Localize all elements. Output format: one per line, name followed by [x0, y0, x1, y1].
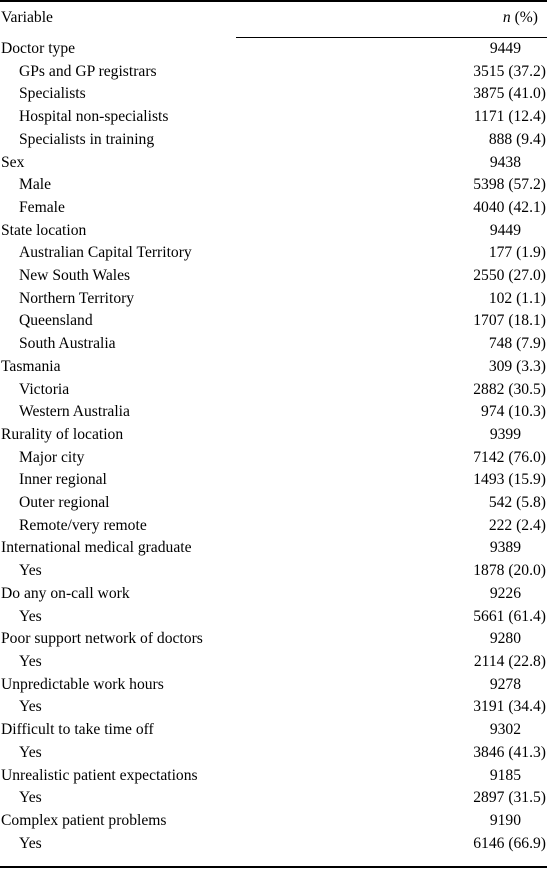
row-label: Yes: [19, 834, 42, 852]
table-header-row: [0, 7, 547, 38]
row-value: 222 (2.4): [488, 516, 546, 534]
table-row-subcategory: [0, 833, 547, 856]
row-value: 3846 (41.3): [473, 743, 546, 761]
row-label: Yes: [19, 652, 42, 670]
table-row-subcategory: [0, 515, 547, 538]
row-value: 102 (1.1): [488, 289, 546, 307]
table-row-subcategory: [0, 61, 547, 84]
row-label: Do any on-call work: [1, 584, 130, 602]
table-row-category: [0, 719, 547, 742]
row-label: Inner regional: [19, 471, 107, 489]
row-label: Specialists: [19, 85, 86, 103]
table-row-subcategory: [0, 787, 547, 810]
row-value: 1707 (18.1): [473, 312, 546, 330]
table-row-subcategory: [0, 492, 547, 515]
table-row-category: [0, 537, 547, 560]
row-value: 4040 (42.1): [473, 198, 546, 216]
row-label: Complex patient problems: [1, 811, 167, 829]
table-row-category: [0, 674, 547, 697]
row-value: 9190: [489, 811, 521, 829]
row-value: 888 (9.4): [488, 130, 546, 148]
table-row-subcategory: [0, 379, 547, 402]
row-value: 9280: [489, 630, 521, 648]
table-row-category: [0, 152, 547, 175]
doctor-characteristics-table: [0, 7, 547, 855]
row-label: GPs and GP registrars: [19, 62, 157, 80]
row-label: Northern Territory: [19, 289, 135, 307]
row-label: Yes: [19, 743, 42, 761]
row-label: Yes: [19, 789, 42, 807]
row-label: Difficult to take time off: [1, 721, 154, 739]
row-label: Unpredictable work hours: [1, 675, 164, 693]
table-row-category: [0, 810, 547, 833]
row-value: 2882 (30.5): [473, 380, 546, 398]
row-value: 1171 (12.4): [473, 108, 546, 126]
table-row-category: [0, 583, 547, 606]
table-row-subcategory: [0, 242, 547, 265]
variable-column-header: Variable: [1, 9, 53, 26]
row-value: 748 (7.9): [488, 335, 546, 353]
row-label: Sex: [1, 153, 25, 171]
row-label: Yes: [19, 607, 42, 625]
table-top-rule: [0, 0, 547, 2]
table-row-category: [0, 628, 547, 651]
table-row-subcategory: [0, 560, 547, 583]
row-value: 1493 (15.9): [473, 471, 546, 489]
row-value: 3191 (34.4): [473, 698, 546, 716]
row-label: State location: [1, 221, 87, 239]
table-row-subcategory: [0, 606, 547, 629]
row-label: Victoria: [19, 380, 70, 398]
row-value: 2114 (22.8): [473, 652, 546, 670]
row-value: 6146 (66.9): [473, 834, 546, 852]
table-row-subcategory: [0, 106, 547, 129]
table-row-subcategory: [0, 83, 547, 106]
table-bottom-rule: [0, 866, 547, 868]
row-value: 3875 (41.0): [473, 85, 546, 103]
row-label: Major city: [19, 448, 85, 466]
row-label: New South Wales: [19, 267, 131, 285]
row-label: Poor support network of doctors: [1, 630, 203, 648]
table-body: [0, 38, 547, 855]
table-row-category: [0, 220, 547, 243]
n-italic: n: [502, 9, 511, 26]
row-value: 9449: [489, 40, 521, 57]
row-label: Rurality of location: [1, 425, 124, 443]
row-value: 542 (5.8): [488, 494, 546, 512]
table-row-subcategory: [0, 651, 547, 674]
percent-label: (%): [510, 9, 538, 26]
table-row-subcategory: [0, 333, 547, 356]
row-value: 9389: [489, 539, 521, 557]
row-label: International medical graduate: [1, 539, 192, 557]
row-label: Male: [19, 176, 52, 194]
row-value: 3515 (37.2): [473, 62, 546, 80]
row-value: 974 (10.3): [481, 403, 546, 421]
row-value: 309 (3.3): [488, 357, 546, 375]
row-label: Hospital non-specialists: [19, 108, 169, 126]
table-row-subcategory: [0, 265, 547, 288]
table-row-subcategory: [0, 129, 547, 152]
table-row-subcategory: [0, 401, 547, 424]
table-row-subcategory: [0, 197, 547, 220]
row-label: South Australia: [19, 335, 116, 353]
row-value: 177 (1.9): [488, 244, 546, 262]
row-value: 9226: [489, 584, 521, 602]
row-value: 9438: [489, 153, 521, 171]
row-value: 9278: [489, 675, 521, 693]
row-value: 9302: [489, 721, 521, 739]
table-row-subcategory: [0, 742, 547, 765]
row-label: Queensland: [19, 312, 93, 330]
row-value: 1878 (20.0): [473, 562, 546, 580]
row-value: 7142 (76.0): [473, 448, 546, 466]
table-row-subcategory: [0, 288, 547, 311]
n-percent-column-header: [401, 7, 547, 38]
row-value: 9185: [489, 766, 521, 784]
row-label: Doctor type: [1, 40, 76, 57]
row-value: 2550 (27.0): [473, 267, 546, 285]
table-row-subcategory: [0, 174, 547, 197]
table-row-subcategory: [0, 696, 547, 719]
row-value: 2897 (31.5): [473, 789, 546, 807]
table-row-subcategory: [0, 310, 547, 333]
row-label: Western Australia: [19, 403, 130, 421]
table-row-subcategory: [0, 469, 547, 492]
table-row-category: [0, 765, 547, 788]
table-row-category: [0, 356, 547, 379]
row-label: Yes: [19, 698, 42, 716]
row-label: Tasmania: [1, 357, 61, 375]
table-row-category: [0, 424, 547, 447]
table-row-subcategory: [0, 447, 547, 470]
row-label: Female: [19, 198, 65, 216]
row-label: Yes: [19, 562, 42, 580]
row-value: 5661 (61.4): [473, 607, 546, 625]
row-label: Specialists in training: [19, 130, 155, 148]
row-label: Unrealistic patient expectations: [1, 766, 198, 784]
table-row-category: [0, 38, 547, 61]
row-value: 9399: [489, 425, 521, 443]
row-value: 9449: [489, 221, 521, 239]
row-value: 5398 (57.2): [473, 176, 546, 194]
row-label: Australian Capital Territory: [19, 244, 192, 262]
row-label: Remote/very remote: [19, 516, 147, 534]
row-label: Outer regional: [19, 494, 110, 512]
